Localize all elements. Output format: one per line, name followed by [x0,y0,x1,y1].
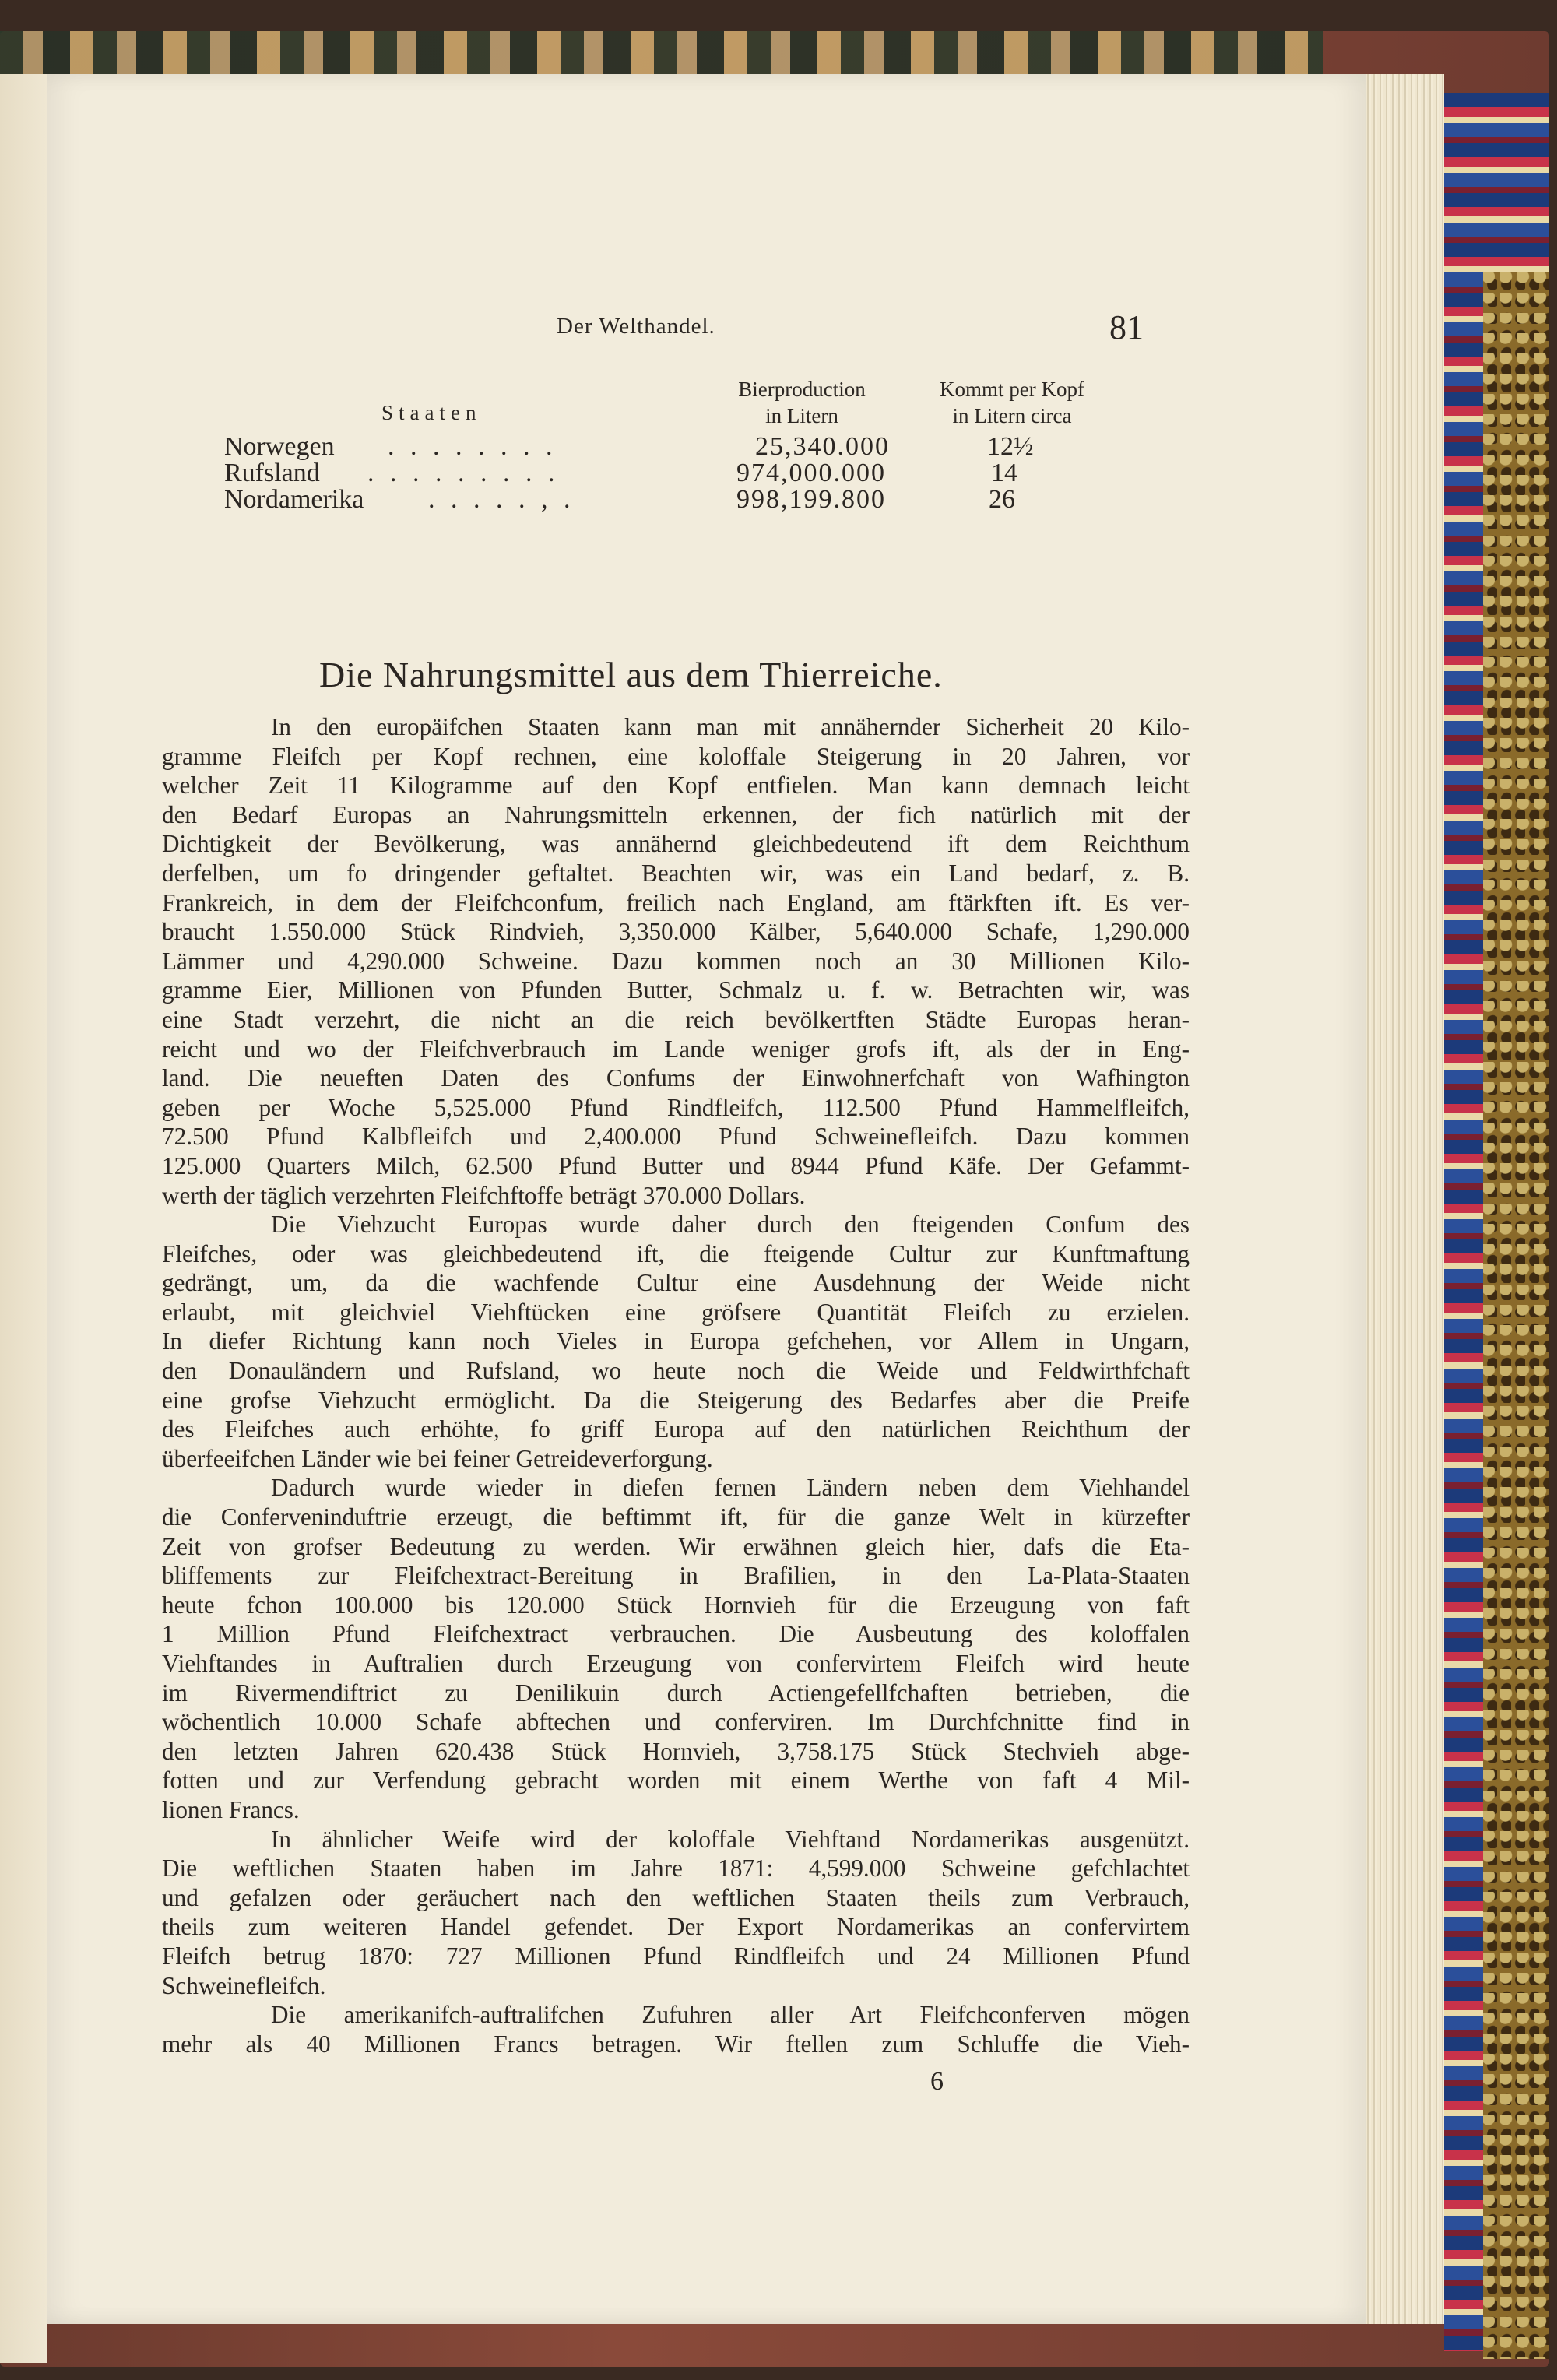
text-line: im Rivermendiftrict zu Denilikuin durch Actiengefellfchaften betrieben, die [162,1679,1190,1707]
text-line: wöchentlich 10.000 Schafe abftechen und conferviren. Im Durchfchnitte find in [162,1708,1190,1736]
text-line: land. Die neueften Daten des Confums der Einwohnerfchaft von Wafhington [162,1064,1190,1092]
table-row-kopf: 12½ [987,432,1034,461]
table-row-kopf: 14 [991,459,1017,487]
text-line: Die amerikanifch-auftralifchen Zufuhren aller Art Fleifchconferven mögen [271,2001,1190,2029]
section-title: Die Nahrungsmittel aus dem Thierreiche. [319,655,943,694]
table-row-bier: 25,340.000 [755,432,890,461]
text-line: Viehftandes in Auftralien durch Erzeugung von confervirtem Fleifch wird heute [162,1650,1190,1677]
text-line: den Donauländern und Rufsland, wo heute noch die Weide und Feldwirthfchaft [162,1357,1190,1385]
text-line: Frankreich, in dem der Fleifchconfum, freilich nach England, am ftärkften ift. Es ver- [162,888,1190,916]
marbled-endpaper-gold [1483,272,1549,2359]
marbled-cover-top [0,31,1323,78]
table-header-kommt-per-kopf [891,376,1133,429]
table-row-dots: . . . . . . . . [388,432,557,461]
header-line: in Litern [765,404,838,427]
text-line: gramme Eier, Millionen von Pfunden Butter, Schmalz u. f. w. Betrachten wir, was [162,976,1190,1004]
text-line: den Bedarf Europas an Nahrungsmitteln erkennen, der fich natürlich mit der [162,800,1190,828]
text-line: gramme Fleifch per Kopf rechnen, eine koloffale Steigerung in 20 Jahren, vor [162,742,1190,770]
table-row-dots: . . . . . . . . . [367,459,560,487]
text-line: eine grofse Viehzucht ermöglicht. Da die Steigerung des Bedarfes aber die Preife [162,1386,1190,1414]
text-line: derfelben, um fo dringender geftaltet. Beachten wir, was ein Land bedarf, z. B. [162,859,1190,887]
text-line: Die Viehzucht Europas wurde daher durch den fteigenden Confum des [271,1211,1190,1239]
table-row-staat: Norwegen [224,432,335,461]
text-line: 72.500 Pfund Kalbfleifch und 2,400.000 Pfund Schweinefleifch. Dazu kommen [162,1123,1190,1151]
text-line: braucht 1.550.000 Stück Rindvieh, 3,350.000 Kälber, 5,640.000 Schafe, 1,290.000 [162,918,1190,946]
table-row-kopf: 26 [989,485,1015,514]
text-line: 125.000 Quarters Milch, 62.500 Pfund Butter und 8944 Pfund Käfe. Der Gefammt- [162,1151,1190,1179]
text-line: erlaubt, mit gleichviel Viehftücken eine gröfsere Quantität Fleifch zu erzielen. [162,1298,1190,1326]
text-line: welcher Zeit 11 Kilogramme auf den Kopf entfielen. Man kann demnach leicht [162,772,1190,800]
text-line: In ähnlicher Weife wird der koloffale Viehftand Nordamerikas ausgenützt. [271,1825,1190,1853]
text-line: des Fleifches auch erhöhte, fo griff Europa auf den natürlichen Reichthum der [162,1415,1190,1443]
text-line: In den europäifchen Staaten kann man mit annähernder Sicherheit 20 Kilo- [271,713,1190,740]
text-line: Lämmer und 4,290.000 Schweine. Dazu kommen noch an 30 Millionen Kilo- [162,947,1190,975]
table-row-bier: 974,000.000 [736,459,886,487]
text-line: mehr als 40 Millionen Francs betragen. Wir ftellen zum Schluffe die Vieh- [162,2030,1190,2058]
signature-mark: 6 [930,2067,944,2096]
text-line: eine Stadt verzehrt, die nicht an die reich bevölkertften Städte Europas heran- [162,1005,1190,1033]
text-line: Dichtigkeit der Bevölkerung, was annähernd gleichbedeutend ift dem Reichthum [162,830,1190,858]
text-line: reicht und wo der Fleifchverbrauch im Lande weniger grofs ift, als der in Eng- [162,1035,1190,1063]
text-line: überfeeifchen Länder wie bei feiner Getreideverforgung. [162,1444,713,1472]
running-head: Der Welthandel. [557,314,715,339]
previous-page-edge [0,74,47,2363]
table-row-staat: Rufsland [224,459,320,487]
text-line: In diefer Richtung kann noch Vieles in Europa gefchehen, vor Allem in Ungarn, [162,1327,1190,1355]
text-line: werth der täglich verzehrten Fleifchftoffe beträgt 370.000 Dollars. [162,1181,806,1209]
text-line: 1 Million Pfund Fleifchextract verbrauchen. Die Ausbeutung des koloffalen [162,1620,1190,1648]
book-page [47,74,1366,2324]
text-line: und gefalzen oder geräuchert nach den weftlichen Staaten theils zum Verbrauch, [162,1883,1190,1911]
text-line: Die weftlichen Staaten haben im Jahre 1871: 4,599.000 Schweine gefchlachtet [162,1854,1190,1883]
text-line: heute fchon 100.000 bis 120.000 Stück Hornvieh für die Erzeugung von faft [162,1591,1190,1619]
header-line: Kommt per Kopf [940,378,1084,401]
table-row-dots: . . . . . , . [428,485,575,514]
page-number: 81 [1109,308,1144,346]
text-line: den letzten Jahren 620.438 Stück Hornvieh, 3,758.175 Stück Stechvieh abge- [162,1737,1190,1765]
text-line: Zeit von grofser Bedeutung zu werden. Wir erwähnen gleich hier, dafs die Eta- [162,1532,1190,1560]
header-line: Bierproduction [738,378,866,401]
table-row-bier: 998,199.800 [736,485,886,514]
body-text [162,712,1190,2058]
text-line: Schweinefleifch. [162,1971,326,1999]
text-line: theils zum weiteren Handel gefendet. Der Export Nordamerikas an confervirtem [162,1913,1190,1941]
text-line: gedrängt, um, da die wachfende Cultur eine Ausdehnung der Weide nicht [162,1269,1190,1297]
text-line: fotten und zur Verfendung gebracht worden mit einem Werthe von faft 4 Mil- [162,1767,1190,1795]
text-line: die Conferveninduftrie erzeugt, die beftimmt ift, für die ganze Welt in kürzefter [162,1503,1190,1531]
table-header-staaten: Staaten [381,401,482,424]
page-edges [1358,74,1444,2324]
text-line: bliffements zur Fleifchextract-Bereitung in Brafilien, in den La-Plata-Staaten [162,1562,1190,1590]
table-header-bierproduction [693,376,911,429]
header-line: in Litern circa [952,404,1072,427]
text-line: lionen Francs. [162,1795,300,1823]
text-line: Dadurch wurde wieder in diefen fernen Ländern neben dem Viehhandel [271,1474,1190,1502]
text-line: geben per Woche 5,525.000 Pfund Rindfleifch, 112.500 Pfund Hammelfleifch, [162,1093,1190,1121]
table-row-staat: Nordamerika [224,485,364,514]
text-line: Fleifch betrug 1870: 727 Millionen Pfund Rindfleifch und 24 Millionen Pfund [162,1942,1190,1970]
text-line: Fleifches, oder was gleichbedeutend ift, die fteigende Cultur zur Kunftmaftung [162,1239,1190,1267]
